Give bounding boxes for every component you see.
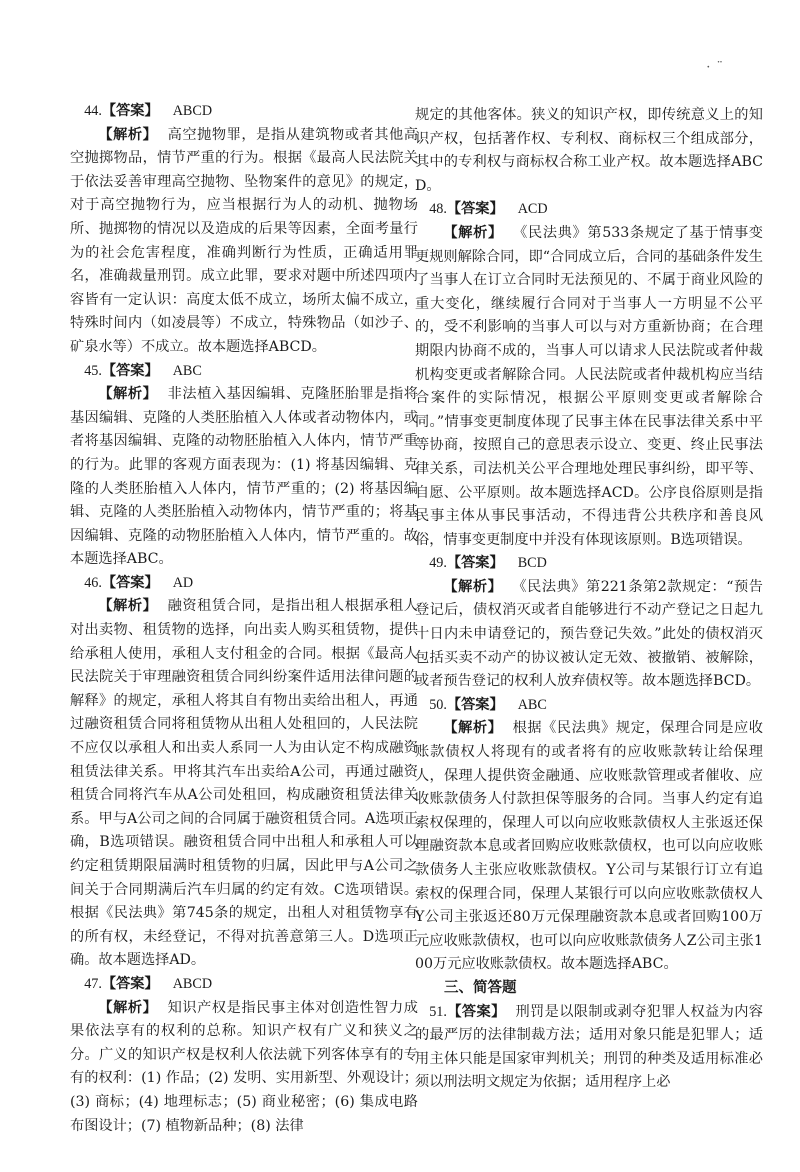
answer-line-48	[415, 198, 763, 222]
analysis-label: 【解析】	[98, 386, 158, 403]
answer-value: AD	[172, 574, 194, 591]
answer-line-44	[70, 100, 418, 124]
analysis-44	[70, 124, 418, 360]
answer-line-49	[415, 552, 763, 576]
question-number: 46.	[84, 574, 102, 591]
analysis-47	[70, 997, 418, 1139]
analysis-47-continued: 规定的其他客体。狭义的知识产权，即传统意义上的知识产权，包括著作权、专利权、商标权三个组成部分，其中的专利权与商标权合称工业产权。故本题选择ABCD。	[415, 107, 763, 194]
analysis-label: 【解析】	[98, 999, 158, 1016]
analysis-46	[70, 595, 418, 973]
analysis-49	[415, 576, 763, 694]
answer-line-46	[70, 572, 418, 596]
section-heading: 三、简答题	[444, 979, 517, 996]
answer-value: ABCD	[172, 975, 213, 992]
analysis-45	[70, 383, 418, 572]
left-column	[70, 100, 418, 1138]
answer-line-51	[415, 1001, 763, 1095]
question-number: 45.	[84, 362, 102, 379]
question-number: 48.	[429, 201, 447, 218]
answer-label: 【答案】	[446, 696, 504, 713]
answer-line-50	[415, 694, 763, 718]
analysis-label: 【解析】	[443, 720, 503, 737]
answer-label: 【答案】	[446, 201, 504, 218]
analysis-text: 《民法典》第221条第2款规定：“预告登记后，债权消灭或者自能够进行不动产登记之日起九十日内未申请登记的，预告登记失效。”此处的债权消灭包括买卖不动产的协议被认定无效、被撤销、被解除，或者预告登记的权利人放弃债权等。故本题选择BCD。	[415, 578, 763, 690]
question-number: 51.	[429, 1003, 447, 1020]
answer-label: 【答案】	[101, 103, 159, 119]
analysis-text: 《民法典》第533条规定了基于情事变更规则解除合同，即“合同成立后，合同的基础条件发生了当事人在订立合同时无法预见的、不属于商业风险的重大变化，继续履行合同对于当事人一方明显不公平的，受不利影响的当事人可以与对方重新协商；在合理期限内协商不成的，当事人可以请求人民法院或者仲裁机构变更或者解除合同。人民法院或者仲裁机构应当结合案件的实际情况，根据公平原则变更或者解除合同。”情事变更制度体现了民事主体在民事法律关系中平等协商，按照自己的意思表示设立、变更、终止民事法律关系，司法机关公平合理地处理民事纠纷，即平等、自愿、公平原则。故本题选择ACD。公序良俗原则是指民事主体从事民事活动，不得违背公共秩序和善良风俗，情事变更制度中并没有体现该原则。B选项错误。	[415, 224, 763, 548]
answer-label: 【答案】	[101, 975, 159, 992]
analysis-text: 知识产权是指民事主体对创造性智力成果依法享有的权利的总称。知识产权有广义和狭义之分。广义的知识产权是权利人依法就下列客体享有的专有的权利：(1) 作品；(2) 发明、实用新型、外观设计；(3) 商标；(4) 地理标志；(5) 商业秘密；(6) 集成电路布图设计；(7) 植物新品种；(8) 法律	[70, 999, 418, 1134]
answer-value: ABC	[172, 362, 202, 379]
question-number: 49.	[429, 555, 447, 572]
analysis-text: 非法植入基因编辑、克隆胚胎罪是指将基因编辑、克隆的人类胚胎植入人体或者动物体内，或者将基因编辑、克隆的动物胚胎植入人体内，情节严重的行为。此罪的客观方面表现为：(1) 将基因编辑、克隆的人类胚胎植入人体内，情节严重的；(2) 将基因编辑、克隆的人类胚胎植入动物体内，情节严重的；将基因编辑、克隆的动物胚胎植入人体内，情节严重的。故本题选择ABC。	[70, 386, 418, 568]
page-number-mark: · ¨	[706, 60, 724, 75]
answer-value: ABC	[517, 696, 547, 713]
question-number: 50.	[429, 696, 447, 713]
answer-line-47	[70, 973, 418, 997]
right-column	[415, 104, 763, 1095]
answer-label: 【答案】	[101, 574, 159, 591]
analysis-text: 高空抛物罪，是指从建筑物或者其他高空抛掷物品，情节严重的行为。根据《最高人民法院关于依法妥善审理高空抛物、坠物案件的意见》的规定，对于高空抛物行为，应当根据行为人的动机、抛物场所、抛掷物的情况以及造成的后果等因素，全面考量行为的社会危害程度，准确判断行为性质，正确适用罪名，准确裁量刑罚。成立此罪，要求对题中所述四项内容皆有一定认识：高度太低不成立，场所太偏不成立，特殊时间内（如凌晨等）不成立，特殊物品（如沙子、矿泉水等）不成立。故本题选择ABCD。	[70, 126, 418, 355]
analysis-text: 融资租赁合同，是指出租人根据承租人对出卖物、租赁物的选择，向出卖人购买租赁物，提供给承租人使用，承租人支付租金的合同。根据《最高人民法院关于审理融资租赁合同纠纷案件适用法律问题的解释》的规定，承租人将其自有物出卖给出租人，再通过融资租赁合同将租赁物从出租人处租回的，人民法院不应仅以承租人和出卖人系同一人为由认定不构成融资租赁法律关系。甲将其汽车出卖给A公司，再通过融资租赁合同将汽车从A公司处租回，构成融资租赁法律关系。甲与A公司之间的合同属于融资租赁合同。A选项正确，B选项错误。融资租赁合同中出租人和承租人可以约定租赁期限届满时租赁物的归属，因此甲与A公司之间关于合同期满后汽车归属的约定有效。C选项错误。根据《民法典》第745条的规定，出租人对租赁物享有的所有权，未经登记，不得对抗善意第三人。D选项正确。故本题选择AD。	[70, 598, 418, 969]
answer-value: ABCD	[172, 103, 213, 119]
analysis-label: 【解析】	[443, 578, 503, 595]
answer-label: 【答案】	[101, 362, 159, 379]
analysis-48	[415, 222, 763, 552]
answer-label: 【答案】	[446, 555, 504, 572]
answer-value: ACD	[517, 201, 548, 218]
analysis-label: 【解析】	[443, 224, 503, 241]
analysis-label: 【解析】	[98, 598, 158, 615]
answer-label: 【答案】	[446, 1003, 506, 1020]
answer-value: BCD	[517, 555, 547, 572]
answer-text: 刑罚是以限制或剥夺犯罪人权益为内容的最严厉的法律制裁方法；适用对象只能是犯罪人；适用主体只能是国家审判机关；刑罚的种类及适用标准必须以刑法明文规定为依据；适用程序上必	[415, 1003, 763, 1091]
question-number: 47.	[84, 975, 102, 992]
analysis-50	[415, 717, 763, 977]
analysis-text: 根据《民法典》规定，保理合同是应收账款债权人将现有的或者将有的应收账款转让给保理人，保理人提供资金融通、应收账款管理或者催收、应收账款债务人付款担保等服务的合同。当事人约定有追索权保理的，保理人可以向应收账款债权人主张返还保理融资款本息或者回购应收账款债权，也可以向应收账款债务人主张应收账款债权。Y公司与某银行订立有追索权的保理合同，保理人某银行可以向应收账款债权人Y公司主张返还80万元保理融资款本息或者回购100万元应收账款债权，也可以向应收账款债务人Z公司主张100万元应收账款债权。故本题选择ABC。	[415, 720, 763, 973]
question-number: 44.	[84, 103, 102, 119]
analysis-label: 【解析】	[98, 126, 158, 143]
answer-line-45	[70, 360, 418, 384]
